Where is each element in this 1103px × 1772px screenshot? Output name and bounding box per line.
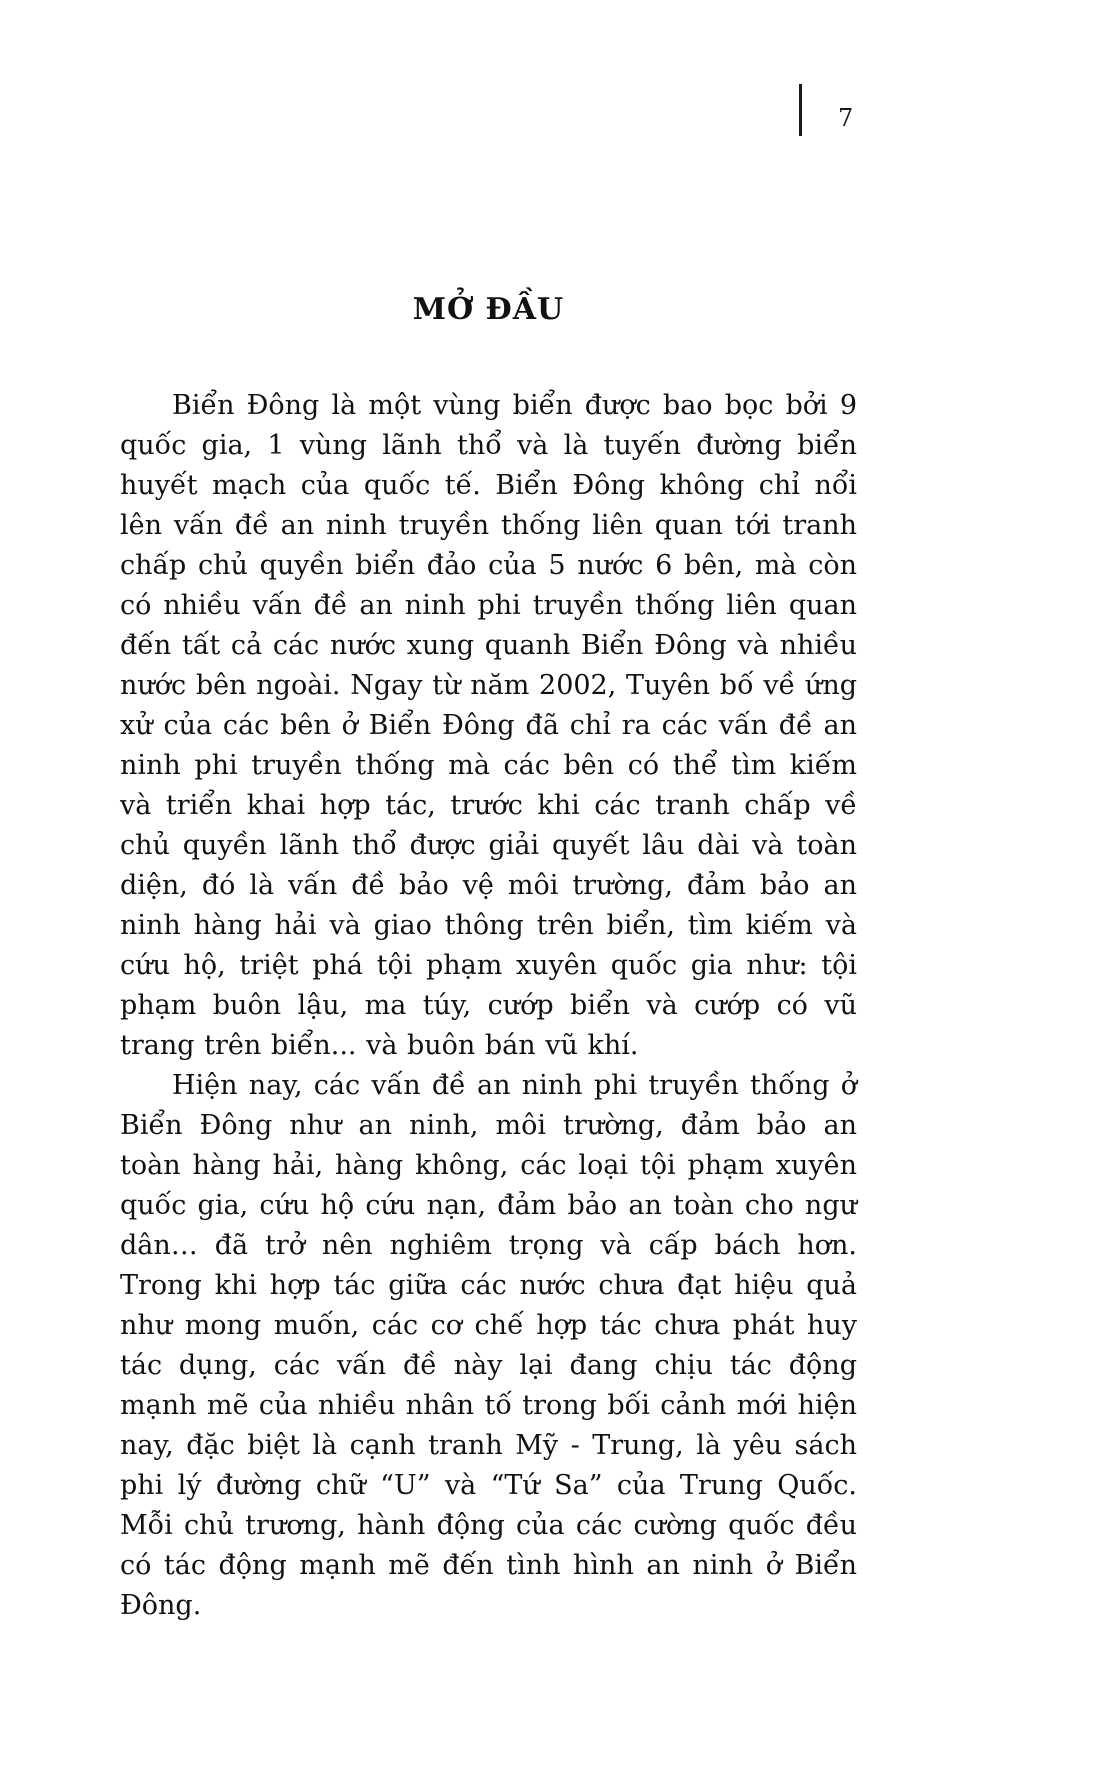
page-number-divider xyxy=(799,84,802,136)
paragraph-1: Biển Đông là một vùng biển được bao bọc bởi 9 quốc gia, 1 vùng lãnh thổ và là tuyến đường biển huyết mạch của quốc tế. Biển Đông không chỉ nổi lên vấn đề an ninh truyền thống liên quan tới tranh chấp chủ quyền biển đảo của 5 nước 6 bên, mà còn có nhiều vấn đề an ninh phi truyền thống liên quan đến tất cả các nước xung quanh Biển Đông và nhiều nước bên ngoài. Ngay từ năm 2002, Tuyên bố về ứng xử của các bên ở Biển Đông đã chỉ ra các vấn đề an ninh phi truyền thống mà các bên có thể tìm kiếm và triển khai hợp tác, trước khi các tranh chấp về chủ quyền lãnh thổ được giải quyết lâu dài và toàn diện, đó là vấn đề bảo vệ môi trường, đảm bảo an ninh hàng hải và giao thông trên biển, tìm kiếm và cứu hộ, triệt phá tội phạm xuyên quốc gia như: tội phạm buôn lậu, ma túy, cướp biển và cướp có vũ trang trên biển... và buôn bán vũ khí. xyxy=(120,390,857,1061)
paragraph-2: Hiện nay, các vấn đề an ninh phi truyền thống ở Biển Đông như an ninh, môi trường, đảm bảo an toàn hàng hải, hàng không, các loại tội phạm xuyên quốc gia, cứu hộ cứu nạn, đảm bảo an toàn cho ngư dân… đã trở nên nghiêm trọng và cấp bách hơn. Trong khi hợp tác giữa các nước chưa đạt hiệu quả như mong muốn, các cơ chế hợp tác chưa phát huy tác dụng, các vấn đề này lại đang chịu tác động mạnh mẽ của nhiều nhân tố trong bối cảnh mới hiện nay, đặc biệt là cạnh tranh Mỹ - Trung, là yêu sách phi lý đường chữ “U” và “Tứ Sa” của Trung Quốc. Mỗi chủ trương, hành động của các cường quốc đều có tác động mạnh mẽ đến tình hình an ninh ở Biển Đông. xyxy=(120,1070,857,1621)
page-number: 7 xyxy=(838,104,854,132)
body-text xyxy=(120,386,857,1626)
chapter-title: MỞ ĐẦU xyxy=(412,292,565,327)
